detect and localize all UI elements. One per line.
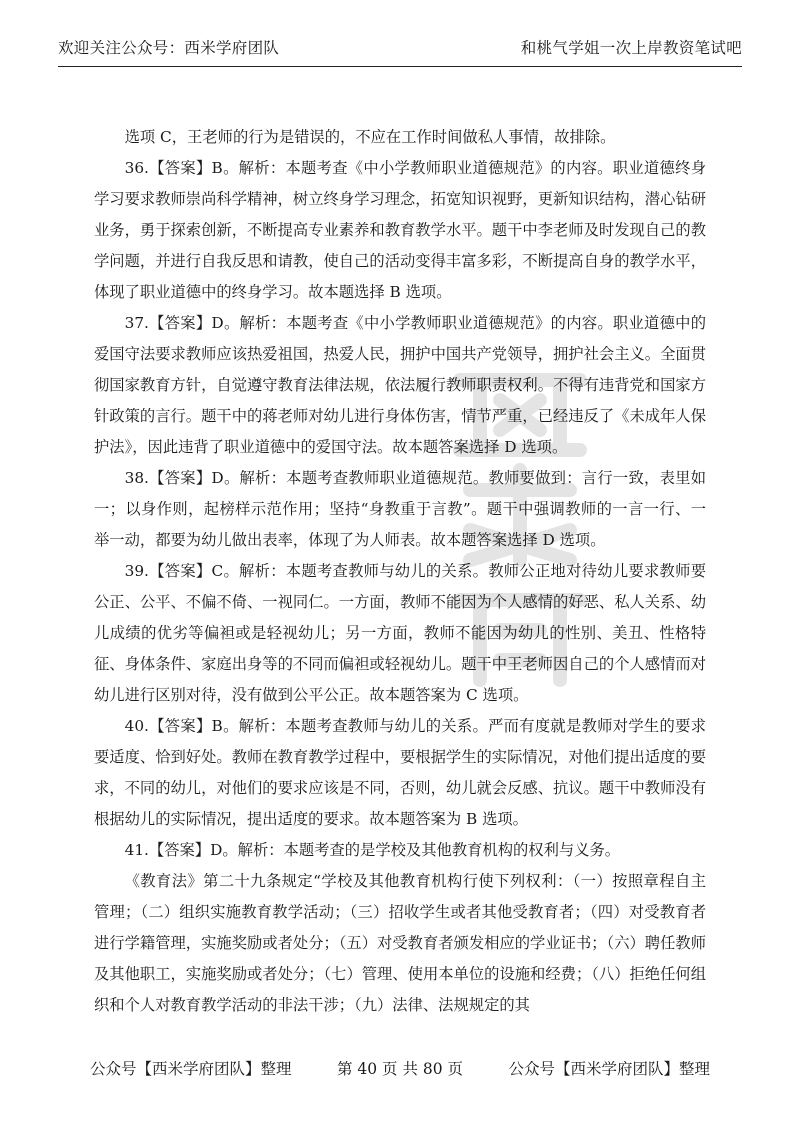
paragraph-answer-36: 36.【答案】B。解析：本题考查《中小学教师职业道德规范》的内容。职业道德终身学习要求教师崇尚科学精神，树立终身学习理念，拓宽知识视野，更新知识结构，潜心钻研业务，勇于探索创新，不断提高专业素养和教育教学水平。题干中李老师及时发现自己的教学问题，并进行自我反思和请教，使自己的活动变得丰富多彩，不断提高自身的教学水平，体现了职业道德中的终身学习。故本题选择 B 选项。: [94, 159, 706, 301]
paragraph-answer-41: 41.【答案】D。解析：本题考查的是学校及其他教育机构的权利与义务。: [124, 841, 621, 859]
paragraph-answer-37: 37.【答案】D。解析：本题考查《中小学教师职业道德规范》的内容。职业道德中的爱国守法要求教师应该热爱祖国，热爱人民，拥护中国共产党领导，拥护社会主义。全面贯彻国家教育方针，自觉遵守教育法律法规，依法履行教师职责权利。不得有违背党和国家方针政策的言行。题干中的蒋老师对幼儿进行身体伤害，情节严重，已经违反了《未成年人保护法》，因此违背了职业道德中的爱国守法。故本题答案选择 D 选项。: [94, 314, 706, 456]
header-right-text: 和桃气学姐一次上岸教资笔试吧: [520, 39, 742, 57]
page-header: [58, 28, 742, 67]
footer-left-text: 公众号【西米学府团队】整理: [90, 1060, 292, 1078]
paragraph-education-law: 《教育法》第二十九条规定“学校及其他教育机构行使下列权利：（一）按照章程自主管理；（二）组织实施教育教学活动；（三）招收学生或者其他受教育者；（四）对受教育者进行学籍管理，实施奖励或者处分；（五）对受教育者颁发相应的学业证书；（六）聘任教师及其他职工，实施奖励或者处分；（七）管理、使用本单位的设施和经费；（八）拒绝任何组织和个人对教育教学活动的非法干涉；（九）法律、法规规定的其: [94, 872, 706, 1014]
document-body: [94, 122, 706, 1021]
footer-right-text: 公众号【西米学府团队】整理: [508, 1060, 710, 1078]
paragraph-intro: 选项 C，王老师的行为是错误的，不应在工作时间做私人事情，故排除。: [124, 128, 616, 146]
paragraph-answer-39: 39.【答案】C。解析：本题考查教师与幼儿的关系。教师公正地对待幼儿要求教师要公正、公平、不偏不倚、一视同仁。一方面，教师不能因为个人感情的好恶、私人关系、幼儿成绩的优劣等偏袒或是轻视幼儿；另一方面，教师不能因为幼儿的性别、美丑、性格特征、身体条件、家庭出身等的不同而偏袒或轻视幼儿。题干中王老师因自己的个人感情而对幼儿进行区别对待，没有做到公平公正。故本题答案为 C 选项。: [94, 562, 706, 704]
paragraph-answer-40: 40.【答案】B。解析：本题考查教师与幼儿的关系。严而有度就是教师对学生的要求要适度、恰到好处。教师在教育教学过程中，要根据学生的实际情况，对他们提出适度的要求，不同的幼儿，对他们的要求应该是不同，否则，幼儿就会反感、抗议。题干中教师没有根据幼儿的实际情况，提出适度的要求。故本题答案为 B 选项。: [94, 717, 706, 828]
paragraph-answer-38: 38.【答案】D。解析：本题考查教师职业道德规范。教师要做到：言行一致，表里如一；以身作则，起榜样示范作用；坚持“身教重于言教”。题干中强调教师的一言一行、一举一动，都要为幼儿做出表率，体现了为人师表。故本题答案选择 D 选项。: [94, 469, 706, 549]
header-left-text: 欢迎关注公众号：西米学府团队: [58, 39, 280, 57]
page-number: 第 40 页 共 80 页: [336, 1060, 464, 1078]
page-footer: [90, 1057, 710, 1079]
